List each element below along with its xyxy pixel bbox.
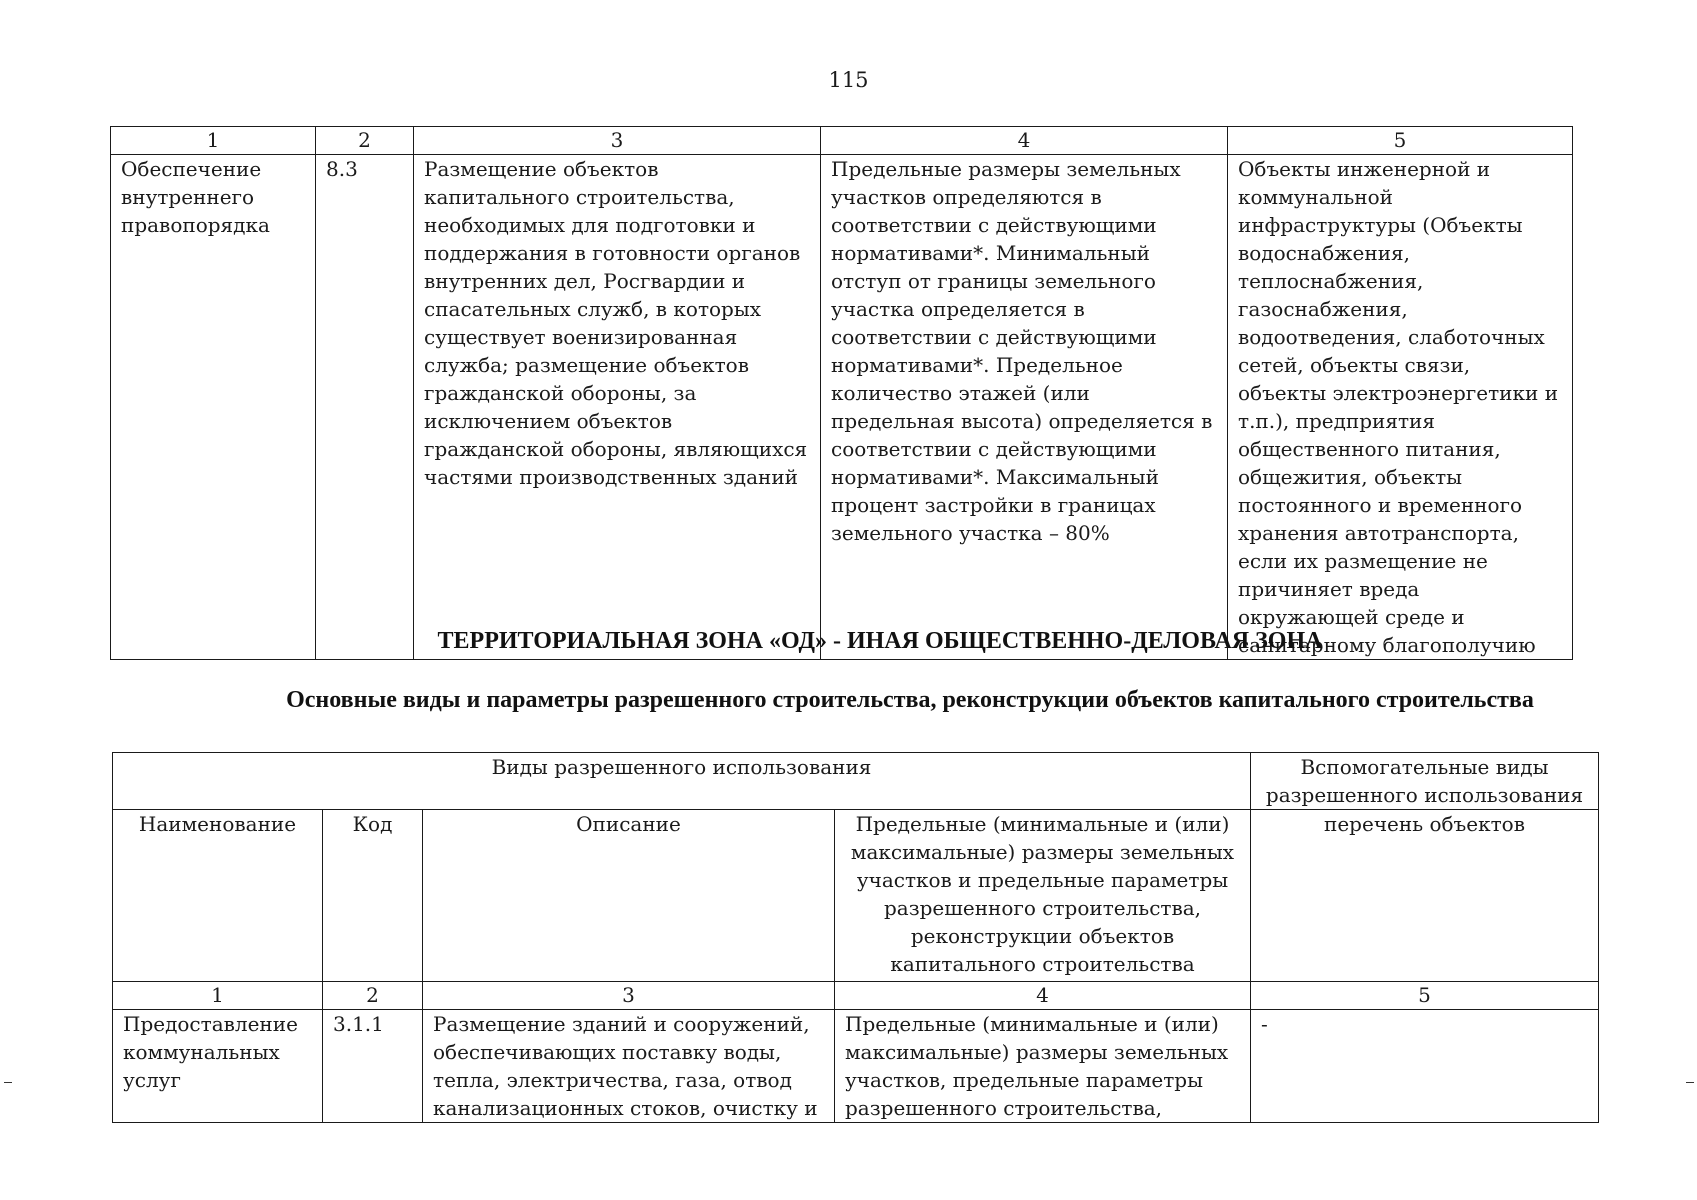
column-number: 1 [111,127,316,155]
use-type-name-text: Предоставление коммунальных услуг [123,1012,298,1092]
column-number: 4 [821,127,1228,155]
column-number: 2 [323,982,423,1010]
column-number: 3 [414,127,821,155]
column-number: 2 [316,127,414,155]
group-header-row [113,753,1599,810]
use-type-code-text: 3.1.1 [333,1012,384,1036]
use-type-name [113,1010,323,1123]
section-subheading: Основные виды и параметры разрешенного строительства, реконструкции объектов капитального строительства [286,687,1534,713]
column-number: 3 [423,982,835,1010]
use-type-description [423,1010,835,1123]
column-number: 4 [835,982,1251,1010]
scan-artifact-mark [4,1082,12,1083]
table-row [111,155,1573,660]
use-type-parameters [835,1010,1251,1123]
auxiliary-uses-header: Вспомогательные виды разрешенного использования [1251,753,1599,810]
column-header-name: Наименование [113,810,323,982]
auxiliary-objects-text: - [1261,1012,1268,1036]
auxiliary-objects: Объекты инженерной и коммунальной инфраструктуры (Объекты водоснабжения, теплоснабжения, газоснабжения, водоотведения, слаботочных сетей, объекты связи, объекты электроэнергетики и т.п.), предприятия общественного питания, общежития, объекты постоянного и временного хранения автотранспорта, если их размещение не причиняет вреда окружающей среде и санитарному благополучию [1228,155,1573,660]
page-number: 115 [828,68,869,92]
column-header-parameters: Предельные (минимальные и (или) максимальные) размеры земельных участков и предельные параметры разрешенного строительства, реконструкции объектов капитального строительства [835,810,1251,982]
use-type-name: Обеспечение внутреннего правопорядка [111,155,316,660]
use-type-description-text: Размещение зданий и сооружений, обеспечивающих поставку воды, тепла, электричества, газа, отвод канализационных стоков, очистку и [433,1012,818,1120]
auxiliary-objects [1251,1010,1599,1123]
column-header-row [113,810,1599,982]
column-number: 5 [1228,127,1573,155]
scan-artifact-mark [1686,1082,1694,1083]
column-header-code: Код [323,810,423,982]
column-header-description: Описание [423,810,835,982]
use-type-code: 8.3 [316,155,414,660]
use-type-description: Размещение объектов капитального строительства, необходимых для подготовки и поддержания в готовности органов внутренних дел, Росгвардии и спасательных служб, в которых существует военизированная служба; размещение объектов гражданской обороны, за исключением объектов гражданской обороны, являющихся частями производственных зданий [414,155,821,660]
column-number-row [111,127,1573,155]
main-uses-table [112,752,1599,1123]
use-type-code [323,1010,423,1123]
column-header-aux-list: перечень объектов [1251,810,1599,982]
column-number: 5 [1251,982,1599,1010]
use-type-parameters: Предельные размеры земельных участков определяются в соответствии с действующими нормативами*. Минимальный отступ от границы земельного участка определяется в соответствии с действующими нормативами*. Предельное количество этажей (или предельная высота) определяется в соответствии с действующими нормативами*. Максимальный процент застройки в границах земельного участка – 80% [821,155,1228,660]
table-row [113,1010,1599,1123]
zone-continuation-table [110,126,1573,660]
use-type-parameters-text: Предельные (минимальные и (или) максимальные) размеры земельных участков, предельные параметры разрешенного строительства, [845,1012,1229,1120]
zone-heading: ТЕРРИТОРИАЛЬНАЯ ЗОНА «ОД» - ИНАЯ ОБЩЕСТВЕННО-ДЕЛОВАЯ ЗОНА [437,628,1323,654]
column-number-row [113,982,1599,1010]
column-number: 1 [113,982,323,1010]
permitted-uses-header: Виды разрешенного использования [113,753,1251,810]
